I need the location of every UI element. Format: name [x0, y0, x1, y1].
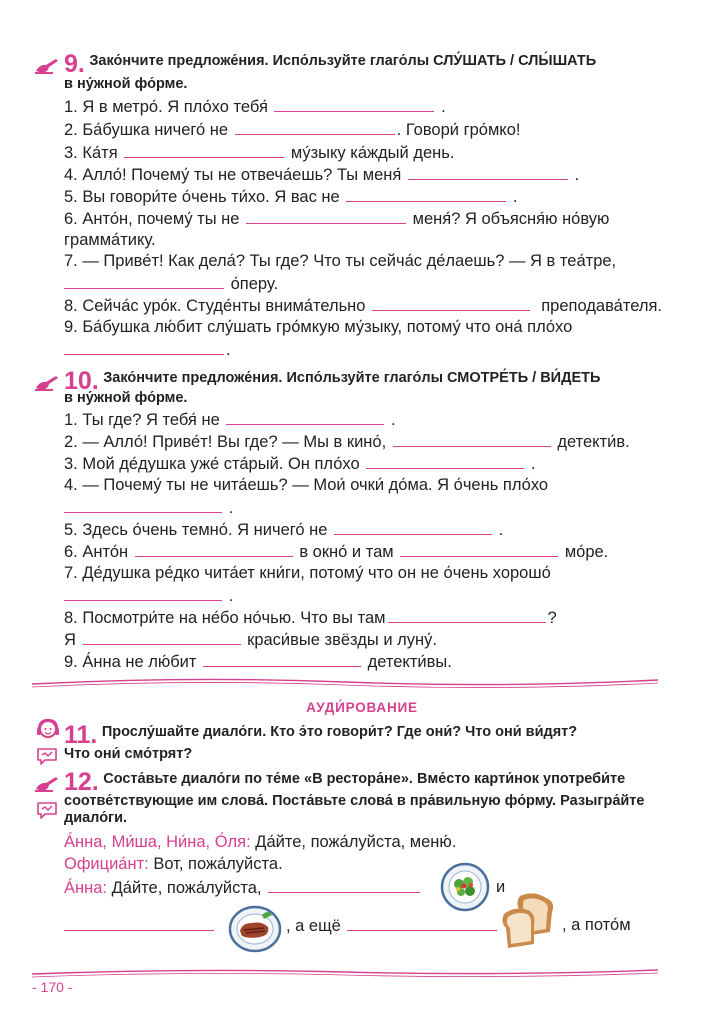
answer-blank[interactable]	[347, 914, 497, 931]
exercise-instruction-cont: Что они́ смо́трят?	[64, 746, 193, 762]
speaker-name: А́нна, Ми́ша, Ни́на, О́ля:	[64, 833, 251, 851]
sentence-line: 2. Ба́бушка ничего́ не . Говори́ гро́мко!	[64, 118, 520, 141]
sentence-line: 6. Анто́н, почему́ ты не меня́? Я объясня́ю но́вую	[64, 207, 609, 230]
answer-blank[interactable]	[83, 628, 241, 645]
salad-plate-picture	[440, 862, 490, 912]
sentence-line: 9. Ба́бушка лю́бит слу́шать гро́мкую му́зыку, потому́ что она́ пло́хо	[64, 318, 573, 336]
exercise-number: 12.	[64, 768, 99, 796]
exercise-number: 11.	[64, 721, 98, 749]
dialogue-line: А́нна: Да́йте, пожа́луйста,	[64, 876, 422, 899]
section-title: АУДИ́РОВАНИЕ	[306, 700, 418, 715]
exercise-instruction: Соста́вьте диало́ги по те́ме «В рестора́не». Вме́сто карти́нок употреби́те	[103, 771, 626, 787]
sentence-line: Я краси́вые звёзды и луну́.	[64, 628, 437, 651]
sentence-line: 2. — Алло́! Приве́т! Вы где? — Мы в кино́, детекти́в.	[64, 430, 630, 453]
sentence-line: 4. Алло́! Почему́ ты не отвеча́ешь? Ты меня́ .	[64, 163, 579, 186]
sentence-line: .	[64, 496, 233, 519]
sentence-line: .	[64, 338, 231, 361]
answer-blank[interactable]	[64, 272, 224, 289]
page-number: - 170 -	[32, 979, 73, 995]
exercise-number: 9.	[64, 50, 85, 78]
sentence-line: 6. Анто́н в окно́ и там мо́ре.	[64, 540, 608, 563]
exercise-instruction: Зако́нчите предложе́ния. Испо́льзуйте глаго́лы СЛУ́ШАТЬ / СЛЫ́ШАТЬ	[89, 53, 597, 69]
sentence-line: грамма́тику.	[64, 231, 156, 249]
speech-bubble-icon	[36, 746, 58, 766]
sentence-line: 1. Ты где? Я тебя́ не .	[64, 408, 396, 431]
sentence-line: 4. — Почему́ ты не чита́ешь? — Мои́ очки́ до́ма. Я о́чень пло́хо	[64, 476, 549, 494]
answer-blank[interactable]	[334, 518, 492, 535]
exercise-instruction: Зако́нчите предложе́ния. Испо́льзуйте глаго́лы СМОТРЕ́ТЬ / ВИ́ДЕТЬ	[103, 370, 601, 386]
exercise-instruction-cont: диало́ги.	[64, 810, 128, 826]
answer-blank[interactable]	[268, 876, 420, 893]
page-footer-divider	[30, 966, 660, 980]
answer-blank[interactable]	[203, 650, 361, 667]
dialogue-word: , а пото́м	[562, 916, 631, 934]
exercise-instruction-cont: соотве́тствующие им слова́. Поста́вьте слова́ в пра́вильную фо́рму. Разыгра́йте	[64, 793, 645, 809]
exercise-9-header	[64, 52, 596, 76]
dialogue-line	[64, 914, 216, 937]
speech-bubble-icon	[36, 800, 58, 820]
answer-blank[interactable]	[274, 95, 434, 112]
dialogue-line: , а ещё	[286, 914, 499, 937]
answer-blank[interactable]	[135, 540, 293, 557]
speaker-name: Официа́нт:	[64, 855, 149, 873]
speaker-name: А́нна:	[64, 879, 107, 897]
dialogue-line: Официа́нт: Вот, пожа́луйста.	[64, 855, 283, 873]
writing-hand-icon	[34, 55, 60, 75]
sentence-line: 5. Вы говори́те о́чень ти́хо. Я вас не .	[64, 185, 518, 208]
listening-headphones-icon	[36, 718, 60, 740]
dialogue-word: и	[496, 878, 506, 896]
answer-blank[interactable]	[246, 207, 406, 224]
sentence-line: 3. Мой де́душка уже́ ста́рый. Он пло́хо .	[64, 452, 535, 475]
exercise-instruction-cont: в ну́жной фо́рме.	[64, 390, 188, 406]
answer-blank[interactable]	[64, 496, 222, 513]
sentence-line: 1. Я в метро́. Я пло́хо тебя́ .	[64, 95, 446, 118]
sentence-line: о́перу.	[64, 272, 278, 295]
sentence-line: 8. Посмотри́те на не́бо но́чью. Что вы там ?	[64, 606, 557, 629]
answer-blank[interactable]	[346, 185, 506, 202]
exercise-12-header	[64, 770, 625, 794]
section-divider	[30, 674, 660, 690]
exercise-number: 10.	[64, 367, 99, 395]
exercise-11-header	[64, 723, 577, 747]
dialogue-line: А́нна, Ми́ша, Ни́на, О́ля: Да́йте, пожа́луйста, меню́.	[64, 833, 457, 851]
answer-blank[interactable]	[366, 452, 524, 469]
bread-slices-picture	[500, 892, 562, 950]
answer-blank[interactable]	[64, 338, 224, 355]
writing-hand-icon	[34, 372, 60, 392]
sentence-line: .	[64, 584, 233, 607]
exercise-instruction-cont: в ну́жной фо́рме.	[64, 76, 188, 92]
sentence-line: 9. А́нна не лю́бит детекти́вы.	[64, 650, 452, 673]
answer-blank[interactable]	[372, 294, 530, 311]
answer-blank[interactable]	[393, 430, 551, 447]
answer-blank[interactable]	[226, 408, 384, 425]
sentence-line: 5. Здесь о́чень темно́. Я ничего́ не .	[64, 518, 503, 541]
answer-blank[interactable]	[400, 540, 558, 557]
answer-blank[interactable]	[124, 141, 284, 158]
sentence-line: 7. — Приве́т! Как дела́? Ты где? Что ты сейча́с де́лаешь? — Я в теа́тре,	[64, 252, 617, 270]
answer-blank[interactable]	[388, 606, 546, 623]
answer-blank[interactable]	[64, 584, 222, 601]
steak-plate-picture	[228, 903, 282, 953]
answer-blank[interactable]	[64, 914, 214, 931]
answer-blank[interactable]	[235, 118, 395, 135]
answer-blank[interactable]	[408, 163, 568, 180]
exercise-instruction: Прослу́шайте диало́ги. Кто э́то говори́т? Где они́? Что они́ ви́дят?	[101, 724, 578, 740]
sentence-line: 7. Де́душка ре́дко чита́ет кни́ги, потому́ что он не о́чень хорошо́	[64, 564, 551, 582]
sentence-line: 3. Ка́тя му́зыку ка́ждый день.	[64, 141, 454, 164]
sentence-line: 8. Сейча́с уро́к. Студе́нты внима́тельно преподава́теля.	[64, 294, 662, 317]
writing-hand-icon	[34, 773, 60, 793]
